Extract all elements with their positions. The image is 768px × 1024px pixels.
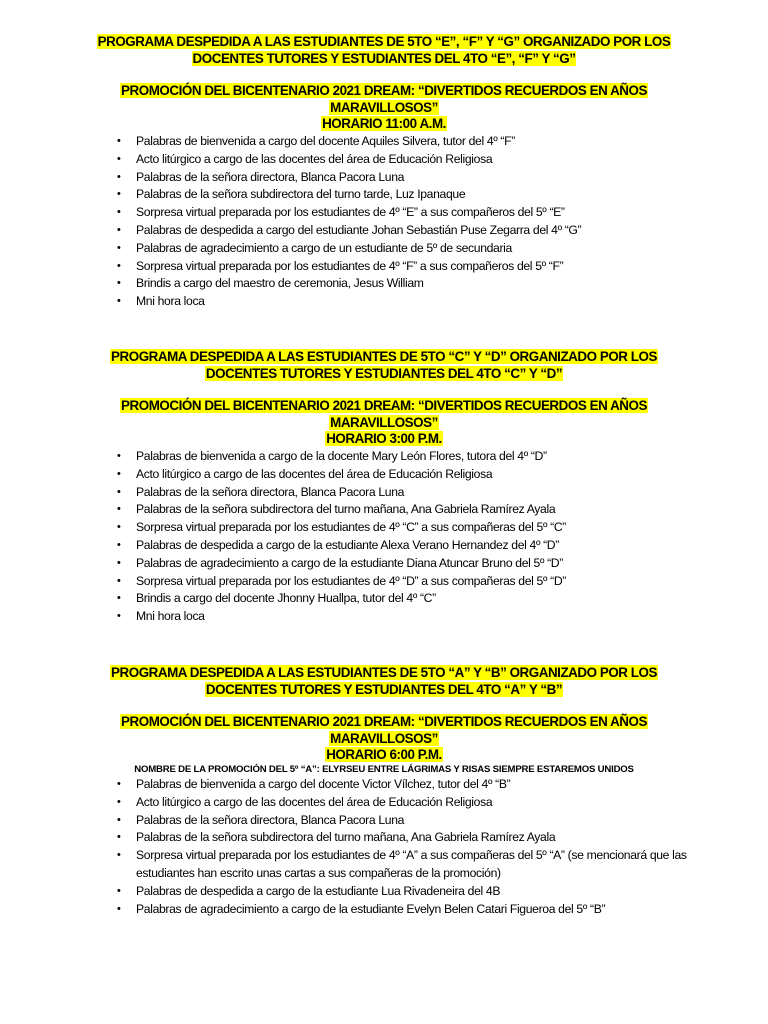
list-item-text: Palabras de la señora directora, Blanca Pacora Luna bbox=[136, 484, 405, 499]
list-item-text: Palabras de la señora subdirectora del turno mañana, Ana Gabriela Ramírez Ayala bbox=[136, 502, 556, 517]
list-item bbox=[0, 169, 768, 187]
bullet-icon: • bbox=[117, 295, 121, 308]
bullet-icon: • bbox=[117, 813, 121, 826]
schedule-time: HORARIO 6:00 P.M. bbox=[326, 747, 442, 763]
list-item bbox=[0, 519, 768, 537]
promotion-line-1: PROMOCIÓN DEL BICENTENARIO 2021 DREAM: “DIVERTIDOS RECUERDOS EN AÑOS bbox=[121, 398, 647, 414]
bullet-icon: • bbox=[117, 831, 121, 844]
list-item bbox=[0, 501, 768, 519]
promotion-line-1: PROMOCIÓN DEL BICENTENARIO 2021 DREAM: “DIVERTIDOS RECUERDOS EN AÑOS bbox=[121, 714, 647, 730]
list-item-text: Palabras de la señora subdirectora del turno tarde, Luz Ipanaque bbox=[136, 187, 466, 202]
bullet-icon: • bbox=[117, 152, 121, 165]
list-item bbox=[0, 901, 768, 919]
bullet-icon: • bbox=[117, 449, 121, 462]
bullet-icon: • bbox=[117, 556, 121, 569]
list-item bbox=[0, 186, 768, 204]
list-item bbox=[0, 537, 768, 555]
list-item-text: Palabras de la señora subdirectora del turno mañana, Ana Gabriela Ramírez Ayala bbox=[136, 830, 556, 845]
list-item bbox=[0, 133, 768, 151]
promotion-heading bbox=[0, 398, 768, 448]
list-item bbox=[0, 829, 768, 847]
list-item bbox=[0, 590, 768, 608]
program-title-line-1: PROGRAMA DESPEDIDA A LAS ESTUDIANTES DE 5TO “C” Y “D” ORGANIZADO POR LOS bbox=[111, 349, 657, 364]
bullet-icon: • bbox=[117, 610, 121, 623]
bullet-icon: • bbox=[117, 902, 121, 915]
list-item-text: Palabras de bienvenida a cargo del docente Victor Vílchez, tutor del 4º “B” bbox=[136, 776, 511, 791]
promotion-heading bbox=[0, 714, 768, 764]
promotion-name-note: NOMBRE DE LA PROMOCIÓN DEL 5º “A”: ELYRSEU ENTRE LÁGRIMAS Y RISAS SIEMPRE ESTAREMOS UNIDOS bbox=[134, 763, 634, 775]
program-title bbox=[0, 349, 768, 382]
bullet-icon: • bbox=[117, 241, 121, 254]
program-section-1 bbox=[0, 34, 768, 311]
bullet-icon: • bbox=[117, 521, 121, 534]
list-item-text: Sorpresa virtual preparada por los estudiantes de 4º “F” a sus compañeros del 5º “F” bbox=[136, 258, 564, 273]
program-item-list bbox=[0, 133, 768, 311]
list-item-text: Sorpresa virtual preparada por los estudiantes de 4º “D” a sus compañeras del 5º “D” bbox=[136, 573, 566, 588]
promotion-line-1: PROMOCIÓN DEL BICENTENARIO 2021 DREAM: “DIVERTIDOS RECUERDOS EN AÑOS bbox=[121, 83, 647, 99]
bullet-icon: • bbox=[117, 849, 121, 862]
bullet-icon: • bbox=[117, 223, 121, 236]
program-title-line-1: PROGRAMA DESPEDIDA A LAS ESTUDIANTES DE 5TO “E”, “F” Y “G” ORGANIZADO POR LOS bbox=[97, 34, 671, 49]
program-title-line-2: DOCENTES TUTORES Y ESTUDIANTES DEL 4TO “E”, “F” Y “G” bbox=[192, 50, 576, 66]
list-item bbox=[0, 222, 768, 240]
list-item bbox=[0, 293, 768, 311]
bullet-icon: • bbox=[117, 277, 121, 290]
list-item-text: Sorpresa virtual preparada por los estudiantes de 4º “A” a sus compañeras del 5º “A” (se mencionará que las estudiantes han escrito unas cartas a sus compañeras de la promoción) bbox=[136, 848, 687, 880]
section-header bbox=[0, 34, 768, 133]
list-item-text: Sorpresa virtual preparada por los estudiantes de 4º “C” a sus compañeras del 5º “C” bbox=[136, 520, 566, 535]
program-title-line-1: PROGRAMA DESPEDIDA A LAS ESTUDIANTES DE 5TO “A” Y “B” ORGANIZADO POR LOS bbox=[111, 665, 657, 680]
bullet-icon: • bbox=[117, 884, 121, 897]
list-item bbox=[0, 847, 768, 883]
list-item bbox=[0, 240, 768, 258]
bullet-icon: • bbox=[117, 206, 121, 219]
bullet-icon: • bbox=[117, 777, 121, 790]
list-item-text: Palabras de bienvenida a cargo del docente Aquiles Silvera, tutor del 4º “F” bbox=[136, 133, 515, 148]
list-item-text: Mni hora loca bbox=[136, 609, 205, 624]
list-item bbox=[0, 151, 768, 169]
list-item bbox=[0, 275, 768, 293]
list-item bbox=[0, 484, 768, 502]
program-item-list bbox=[0, 448, 768, 626]
promotion-line-2: MARAVILLOSOS” bbox=[330, 730, 438, 746]
list-item bbox=[0, 608, 768, 626]
list-item bbox=[0, 258, 768, 276]
bullet-icon: • bbox=[117, 259, 121, 272]
list-item-text: Palabras de despedida a cargo del estudiante Johan Sebastián Puse Zegarra del 4º “G” bbox=[136, 222, 582, 237]
program-title-line-2: DOCENTES TUTORES Y ESTUDIANTES DEL 4TO “C” Y “D” bbox=[205, 365, 563, 381]
list-item-text: Palabras de despedida a cargo de la estudiante Alexa Verano Hernandez del 4º “D” bbox=[136, 537, 559, 552]
bullet-icon: • bbox=[117, 170, 121, 183]
bullet-icon: • bbox=[117, 538, 121, 551]
program-title-line-2: DOCENTES TUTORES Y ESTUDIANTES DEL 4TO “A” Y “B” bbox=[205, 681, 563, 697]
list-item bbox=[0, 794, 768, 812]
section-header bbox=[0, 349, 768, 448]
list-item-text: Brindis a cargo del maestro de ceremonia, Jesus William bbox=[136, 276, 424, 291]
promotion-heading bbox=[0, 83, 768, 133]
program-section-3 bbox=[0, 665, 768, 918]
list-item bbox=[0, 555, 768, 573]
promotion-line-2: MARAVILLOSOS” bbox=[330, 99, 438, 115]
list-item-text: Palabras de despedida a cargo de la estudiante Lua Rivadeneira del 4B bbox=[136, 883, 501, 898]
list-item bbox=[0, 812, 768, 830]
list-item-text: Palabras de bienvenida a cargo de la docente Mary León Flores, tutora del 4º “D” bbox=[136, 448, 547, 463]
list-item bbox=[0, 448, 768, 466]
promotion-line-2: MARAVILLOSOS” bbox=[330, 414, 438, 430]
list-item bbox=[0, 883, 768, 901]
list-item-text: Acto litúrgico a cargo de las docentes del área de Educación Religiosa bbox=[136, 466, 493, 481]
list-item-text: Palabras de la señora directora, Blanca Pacora Luna bbox=[136, 169, 405, 184]
list-item bbox=[0, 204, 768, 222]
list-item bbox=[0, 776, 768, 794]
bullet-icon: • bbox=[117, 503, 121, 516]
bullet-icon: • bbox=[117, 134, 121, 147]
list-item-text: Palabras de la señora directora, Blanca Pacora Luna bbox=[136, 812, 405, 827]
list-item-text: Brindis a cargo del docente Jhonny Huallpa, tutor del 4º “C” bbox=[136, 591, 436, 606]
bullet-icon: • bbox=[117, 188, 121, 201]
section-header bbox=[0, 665, 768, 776]
list-item-text: Mni hora loca bbox=[136, 294, 205, 309]
list-item-text: Acto litúrgico a cargo de las docentes del área de Educación Religiosa bbox=[136, 151, 493, 166]
list-item-text: Palabras de agradecimiento a cargo de la estudiante Diana Atuncar Bruno del 5º “D” bbox=[136, 555, 563, 570]
bullet-icon: • bbox=[117, 574, 121, 587]
bullet-icon: • bbox=[117, 467, 121, 480]
list-item-text: Palabras de agradecimiento a cargo de un estudiante de 5º de secundaria bbox=[136, 240, 512, 255]
bullet-icon: • bbox=[117, 592, 121, 605]
list-item-text: Acto litúrgico a cargo de las docentes del área de Educación Religiosa bbox=[136, 794, 493, 809]
program-title bbox=[0, 665, 768, 698]
bullet-icon: • bbox=[117, 795, 121, 808]
schedule-time: HORARIO 11:00 A.M. bbox=[322, 116, 446, 132]
list-item bbox=[0, 573, 768, 591]
program-title bbox=[0, 34, 768, 67]
program-section-2 bbox=[0, 349, 768, 626]
list-item bbox=[0, 466, 768, 484]
program-item-list bbox=[0, 776, 768, 918]
schedule-time: HORARIO 3:00 P.M. bbox=[326, 431, 442, 447]
list-item-text: Palabras de agradecimiento a cargo de la estudiante Evelyn Belen Catari Figueroa del 5º “B” bbox=[136, 901, 606, 916]
bullet-icon: • bbox=[117, 485, 121, 498]
list-item-text: Sorpresa virtual preparada por los estudiantes de 4º “E” a sus compañeros del 5º “E” bbox=[136, 205, 565, 220]
